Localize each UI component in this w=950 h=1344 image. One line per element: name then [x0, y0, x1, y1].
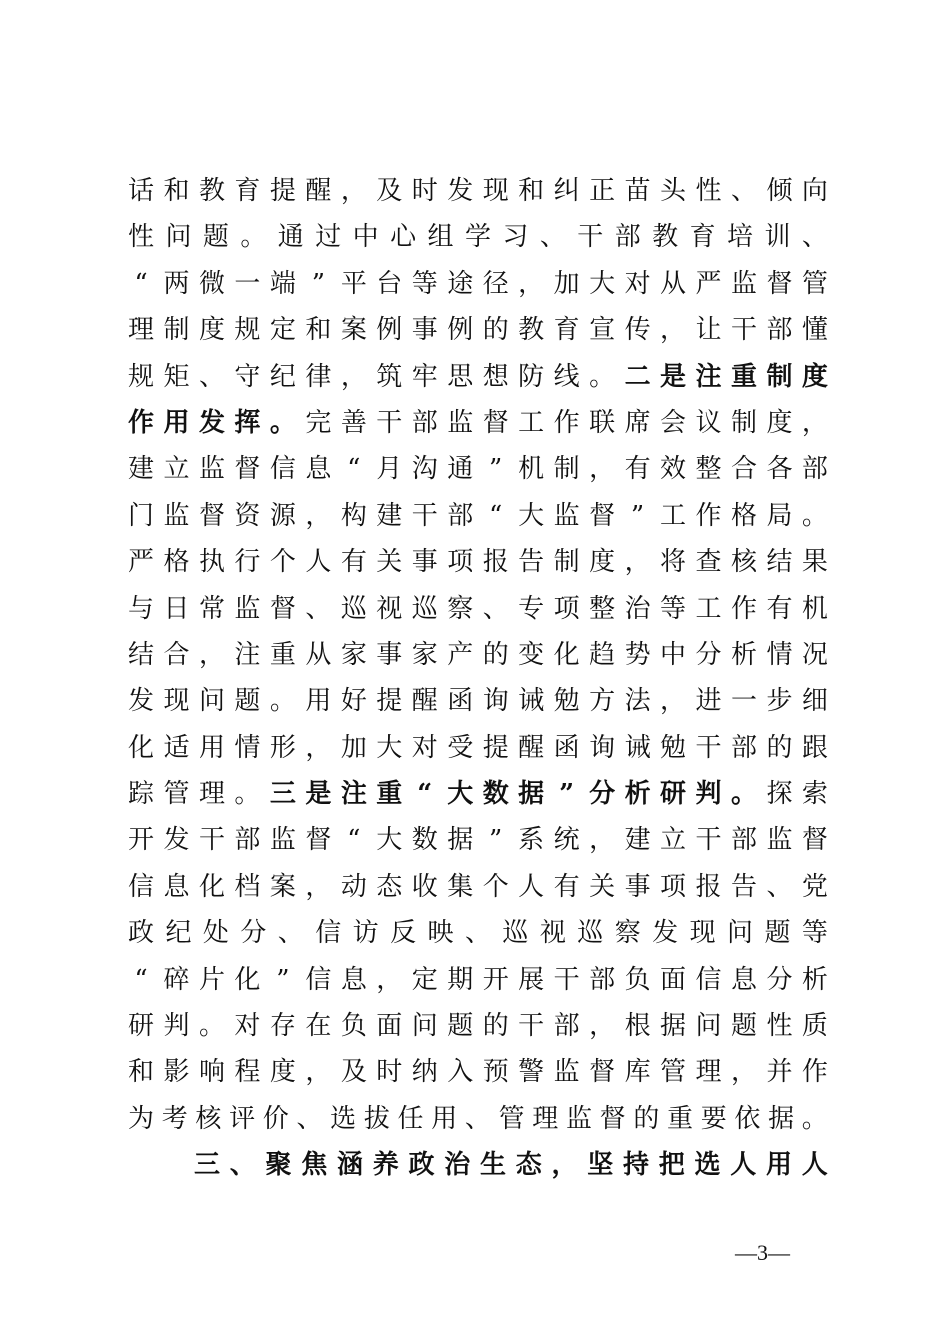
- text-line: 与 日 常 监 督 、 巡 视 巡 察 、 专 项 整 治 等 工 作 有 机: [128, 593, 828, 624]
- text-line: “ 碎 片 化 ” 信 息 ， 定 期 开 展 干 部 负 面 信 息 分 析: [134, 964, 828, 995]
- text-line: 化 适 用 情 形 ， 加 大 对 受 提 醒 函 询 诫 勉 干 部 的 跟: [128, 732, 828, 763]
- text-line: 政 纪 处 分 、 信 访 反 映 、 巡 视 巡 察 发 现 问 题 等: [128, 918, 828, 949]
- text-line: 作 用 发 挥 。 完 善 干 部 监 督 工 作 联 席 会 议 制 度 ，: [128, 407, 828, 438]
- text-line: 结 合 ， 注 重 从 家 事 家 产 的 变 化 趋 势 中 分 析 情 况: [128, 639, 828, 670]
- text-line: 建 立 监 督 信 息 “ 月 沟 通 ” 机 制 ， 有 效 整 合 各 部: [128, 454, 828, 485]
- text-line: 话 和 教 育 提 醒 ， 及 时 发 现 和 纠 正 苗 头 性 、 倾 向: [128, 176, 828, 206]
- text-line: 开 发 干 部 监 督 “ 大 数 据 ” 系 统 ， 建 立 干 部 监 督: [128, 825, 828, 856]
- text-line: 为 考 核 评 价 、 选 拔 任 用 、 管 理 监 督 的 重 要 依 据 。: [128, 1103, 828, 1134]
- text-line: “ 两 微 一 端 ” 平 台 等 途 径 ， 加 大 对 从 严 监 督 管: [134, 268, 828, 299]
- page-number: —3—: [735, 1240, 790, 1265]
- text-line: 研 判 。 对 存 在 负 面 问 题 的 干 部 ， 根 据 问 题 性 质: [128, 1011, 828, 1042]
- text-line: 理 制 度 规 定 和 案 例 事 例 的 教 育 宣 传 ， 让 干 部 懂: [128, 315, 828, 346]
- text-line: 踪 管 理 。 三 是 注 重 “ 大 数 据 ” 分 析 研 判 。 探 索: [128, 779, 828, 810]
- body-text: [128, 168, 828, 1189]
- text-line: 三 、 聚 焦 涵 养 政 治 生 态 ， 坚 持 把 选 人 用 人: [194, 1150, 828, 1181]
- text-line: 性 问 题 。 通 过 中 心 组 学 习 、 干 部 教 育 培 训 、: [128, 222, 828, 253]
- text-line: 信 息 化 档 案 ， 动 态 收 集 个 人 有 关 事 项 报 告 、 党: [128, 871, 828, 902]
- text-line: 门 监 督 资 源 ， 构 建 干 部 “ 大 监 督 ” 工 作 格 局 。: [128, 500, 828, 531]
- text-line: 发 现 问 题 。 用 好 提 醒 函 询 诫 勉 方 法 ， 进 一 步 细: [128, 686, 828, 717]
- text-line: 规 矩 、 守 纪 律 ， 筑 牢 思 想 防 线 。 二 是 注 重 制 度: [128, 361, 828, 392]
- text-line: 和 影 响 程 度 ， 及 时 纳 入 预 警 监 督 库 管 理 ， 并 作: [128, 1057, 828, 1088]
- text-line: 严 格 执 行 个 人 有 关 事 项 报 告 制 度 ， 将 查 核 结 果: [128, 547, 828, 578]
